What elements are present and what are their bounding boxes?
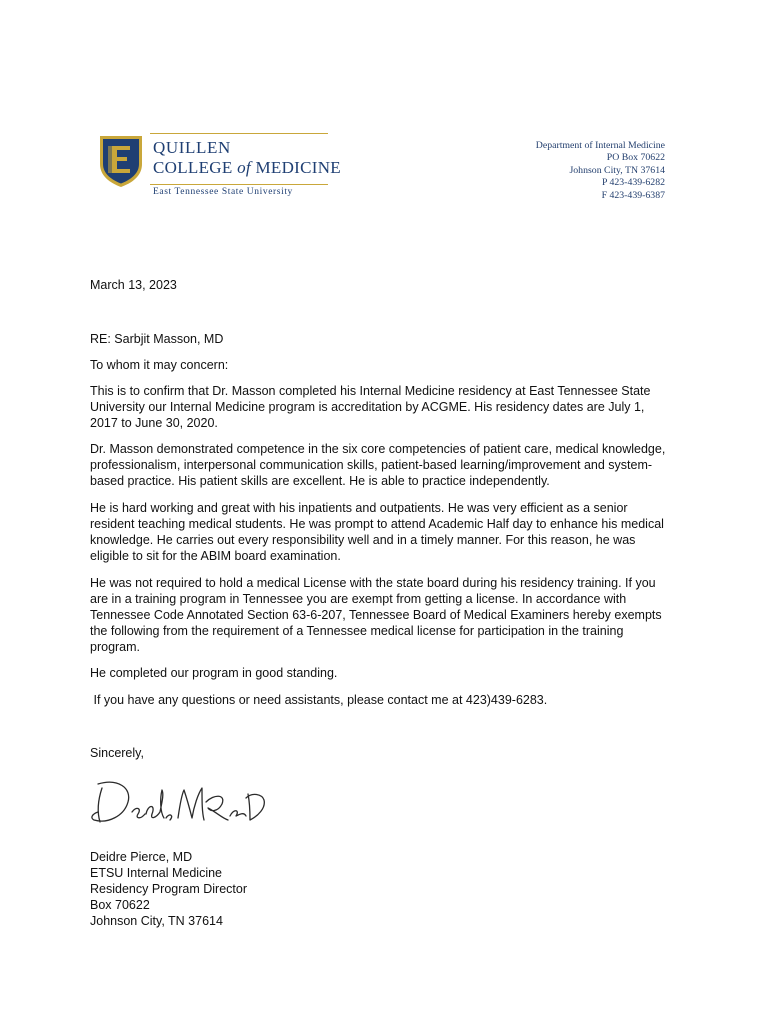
paragraph-line: Dr. Masson demonstrated competence in the six core competencies of patient care, medical knowledge, <box>90 442 666 456</box>
department-po-box: PO Box 70622 <box>606 152 665 164</box>
paragraph-line: program. <box>90 640 141 654</box>
logo-title-college <box>153 158 341 178</box>
letter-date: March 13, 2023 <box>90 278 177 292</box>
letter-contact: If you have any questions or need assistants, please contact me at 423)439-6283. <box>90 693 548 707</box>
paragraph-line: professionalism, interpersonal communication skills, patient-based learning/improvement and system- <box>90 458 653 472</box>
signer-department: ETSU Internal Medicine <box>90 866 223 880</box>
department-phone: P 423-439-6282 <box>601 177 665 189</box>
paragraph-line: 2017 to June 30, 2020. <box>90 416 218 430</box>
etsu-shield-icon <box>98 134 144 188</box>
signer-block <box>90 849 247 929</box>
letter-re-line: RE: Sarbjit Masson, MD <box>90 332 224 346</box>
logo-rule <box>150 133 328 134</box>
paragraph-line: the following from the requirement of a Tennessee medical license for participation in the training <box>90 624 624 638</box>
paragraph-line: He is hard working and great with his inpatients and outpatients. He was very efficient as a senior <box>90 501 628 515</box>
paragraph-line: Tennessee Code Annotated Section 63-6-207, Tennessee Board of Medical Examiners hereby exempts <box>90 608 662 622</box>
signer-box: Box 70622 <box>90 898 150 912</box>
paragraph-line: resident teaching medical students. He was prompt to attend Academic Half day to enhance his medical <box>90 517 664 531</box>
logo-college-word: COLLEGE <box>153 158 238 177</box>
logo-medicine-word: MEDICINE <box>250 158 341 177</box>
letter-paragraph <box>90 383 680 431</box>
college-logo <box>98 131 341 201</box>
department-city: Johnson City, TN 37614 <box>569 164 665 176</box>
letter-paragraph <box>90 500 680 564</box>
logo-of-word: of <box>237 158 251 177</box>
paragraph-line: eligible to sit for the ABIM board examination. <box>90 549 341 563</box>
logo-title-quillen: QUILLEN <box>153 138 231 157</box>
signer-name: Deidre Pierce, MD <box>90 850 193 864</box>
paragraph-line: He was not required to hold a medical License with the state board during his residency training. If you <box>90 576 656 590</box>
signer-city: Johnson City, TN 37614 <box>90 914 223 928</box>
department-name: Department of Internal Medicine <box>535 140 665 151</box>
handwritten-signature-icon <box>88 768 278 834</box>
paragraph-line: based practice. His patient skills are excellent. He is able to practice independently. <box>90 474 550 488</box>
paragraph-line: This is to confirm that Dr. Masson completed his Internal Medicine residency at East Tennessee State <box>90 384 651 398</box>
letter-standing: He completed our program in good standing. <box>90 666 338 680</box>
paragraph-line: knowledge. He carries out every responsibility well and in a timely manner. For this reason, he was <box>90 533 636 547</box>
department-fax: F 423-439-6387 <box>601 189 665 201</box>
logo-university: East Tennessee State University <box>153 187 293 197</box>
letter-paragraph <box>90 441 680 489</box>
paragraph-line: University our Internal Medicine program is accreditation by ACGME. His residency dates are July 1, <box>90 400 645 414</box>
signer-title: Residency Program Director <box>90 882 247 896</box>
letter-closing: Sincerely, <box>90 746 144 760</box>
paragraph-line: are in a training program in Tennessee you are exempt from getting a license. In accordance with <box>90 592 627 606</box>
letter-paragraph <box>90 575 680 655</box>
letter-salutation: To whom it may concern: <box>90 358 229 372</box>
letterhead <box>0 0 768 220</box>
logo-rule <box>150 184 328 185</box>
department-address <box>536 140 665 202</box>
